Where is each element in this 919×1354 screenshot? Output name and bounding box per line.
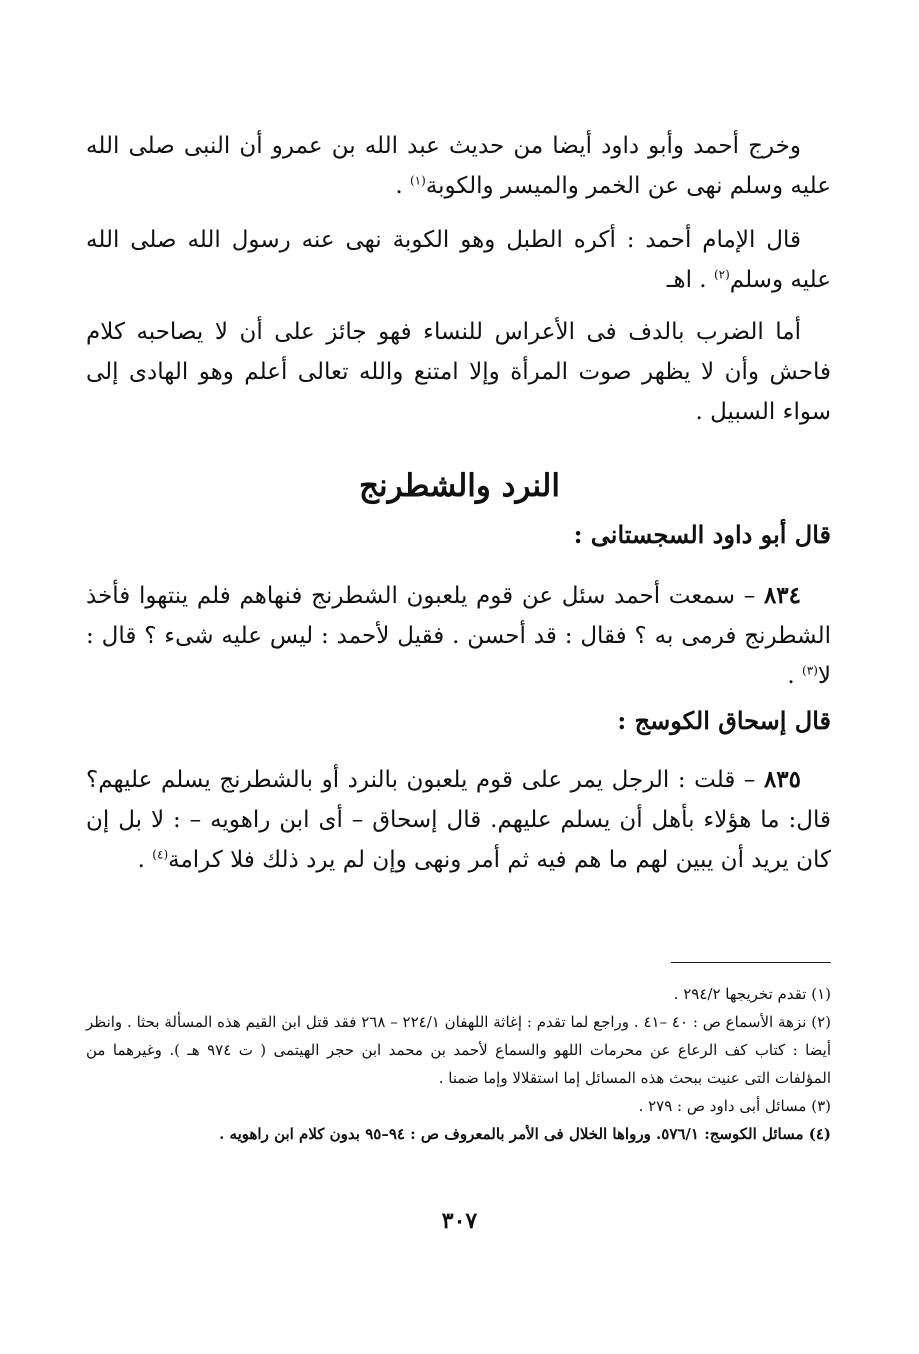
footnote-3: (٣) مسائل أبى داود ص : ٢٧٩ . <box>638 1097 831 1115</box>
item-835-text: – قلت : الرجل يمر على قوم يلعبون بالنرد أو بالشطرنج يسلم عليهم؟ قال: ما هؤلاء بأهل أن يسلم عليهم. قال إسحاق – أى ابن راهويه – : لا بل إن كان يريد أن يبين لهم ما هم فيه ثم أمر ونهى وإن لم يرد ذلك فلا كرامة <box>86 767 831 873</box>
paragraph-1-text: وخرج أحمد وأبو داود أيضا من حديث عبد الله بن عمرو أن النبى صلى الله عليه وسلم نهى عن الخمر والميسر والكوبة <box>86 133 831 199</box>
footnote-divider <box>671 962 831 963</box>
item-834-end: . <box>787 663 803 689</box>
footnote-1: (١) تقدم تخريجها ٢٩٤/٢ . <box>673 985 831 1003</box>
footnote-4: (٤) مسائل الكوسج: ٥٧٦/١. ورواها الخلال فى الأمر بالمعروف ص : ٩٤–٩٥ بدون كلام ابن راهويه . <box>219 1125 831 1143</box>
paragraph-3 <box>86 312 831 432</box>
page-number: ٣٠٧ <box>441 1208 478 1234</box>
section-title: النرد والشطرنج <box>359 468 560 504</box>
footnotes <box>86 980 831 1148</box>
item-835 <box>86 760 831 880</box>
paragraph-1 <box>86 126 831 206</box>
paragraph-3-text: أما الضرب بالدف فى الأعراس للنساء فهو جائز على أن لا يصاحبه كلام فاحش وأن لا يظهر صوت المرأة وإلا امتنع والله تعالى أعلم وهو الهادى إلى سواء السبيل . <box>86 319 831 425</box>
footnote-ref-3[interactable]: (٣) <box>802 663 818 678</box>
paragraph-2-end: . اهـ <box>666 267 714 293</box>
footnote-ref-1[interactable]: (١) <box>409 173 426 188</box>
paragraph-1-end: . <box>395 173 410 199</box>
item-835-end: . <box>137 847 153 873</box>
footnote-ref-4[interactable]: (٤) <box>152 847 169 862</box>
footnote-ref-2[interactable]: (٢) <box>713 267 730 282</box>
subheading-abu-dawud: قال أبو داود السجستانى : <box>573 520 831 549</box>
paragraph-2 <box>86 220 831 300</box>
item-834-text: – سمعت أحمد سئل عن قوم يلعبون الشطرنج فنهاهم فلم ينتهوا فأخذ الشطرنج فرمى به ؟ فقال : قد أحسن . فقيل لأحمد : ليس عليه شىء ؟ قال : لا <box>86 583 831 689</box>
footnote-2: (٢) نزهة الأسماع ص : ٤٠ –٤١ . وراجع لما تقدم : إغاثة اللهفان ٢٢٤/١ – ٢٦٨ فقد قتل ابن القيم هذه المسألة بحثا . وانظر أيضا : كتاب كف الرعاع عن محرمات اللهو والسماع لأحمد بن محمد ابن حجر الهيتمى ( ت ٩٧٤ هـ ). وغيرهما من المؤلفات التى عنيت ببحث هذه المسائل إما استقلالا وإما ضمنا . <box>86 1013 831 1087</box>
item-834-number: ٨٣٤ <box>763 582 801 609</box>
paragraph-2-text: قال الإمام أحمد : أكره الطبل وهو الكوبة نهى عنه رسول الله صلى الله عليه وسلم <box>86 227 831 293</box>
subheading-ishaq: قال إسحاق الكوسج : <box>617 706 831 735</box>
item-834 <box>86 576 831 696</box>
item-835-number: ٨٣٥ <box>763 766 801 793</box>
